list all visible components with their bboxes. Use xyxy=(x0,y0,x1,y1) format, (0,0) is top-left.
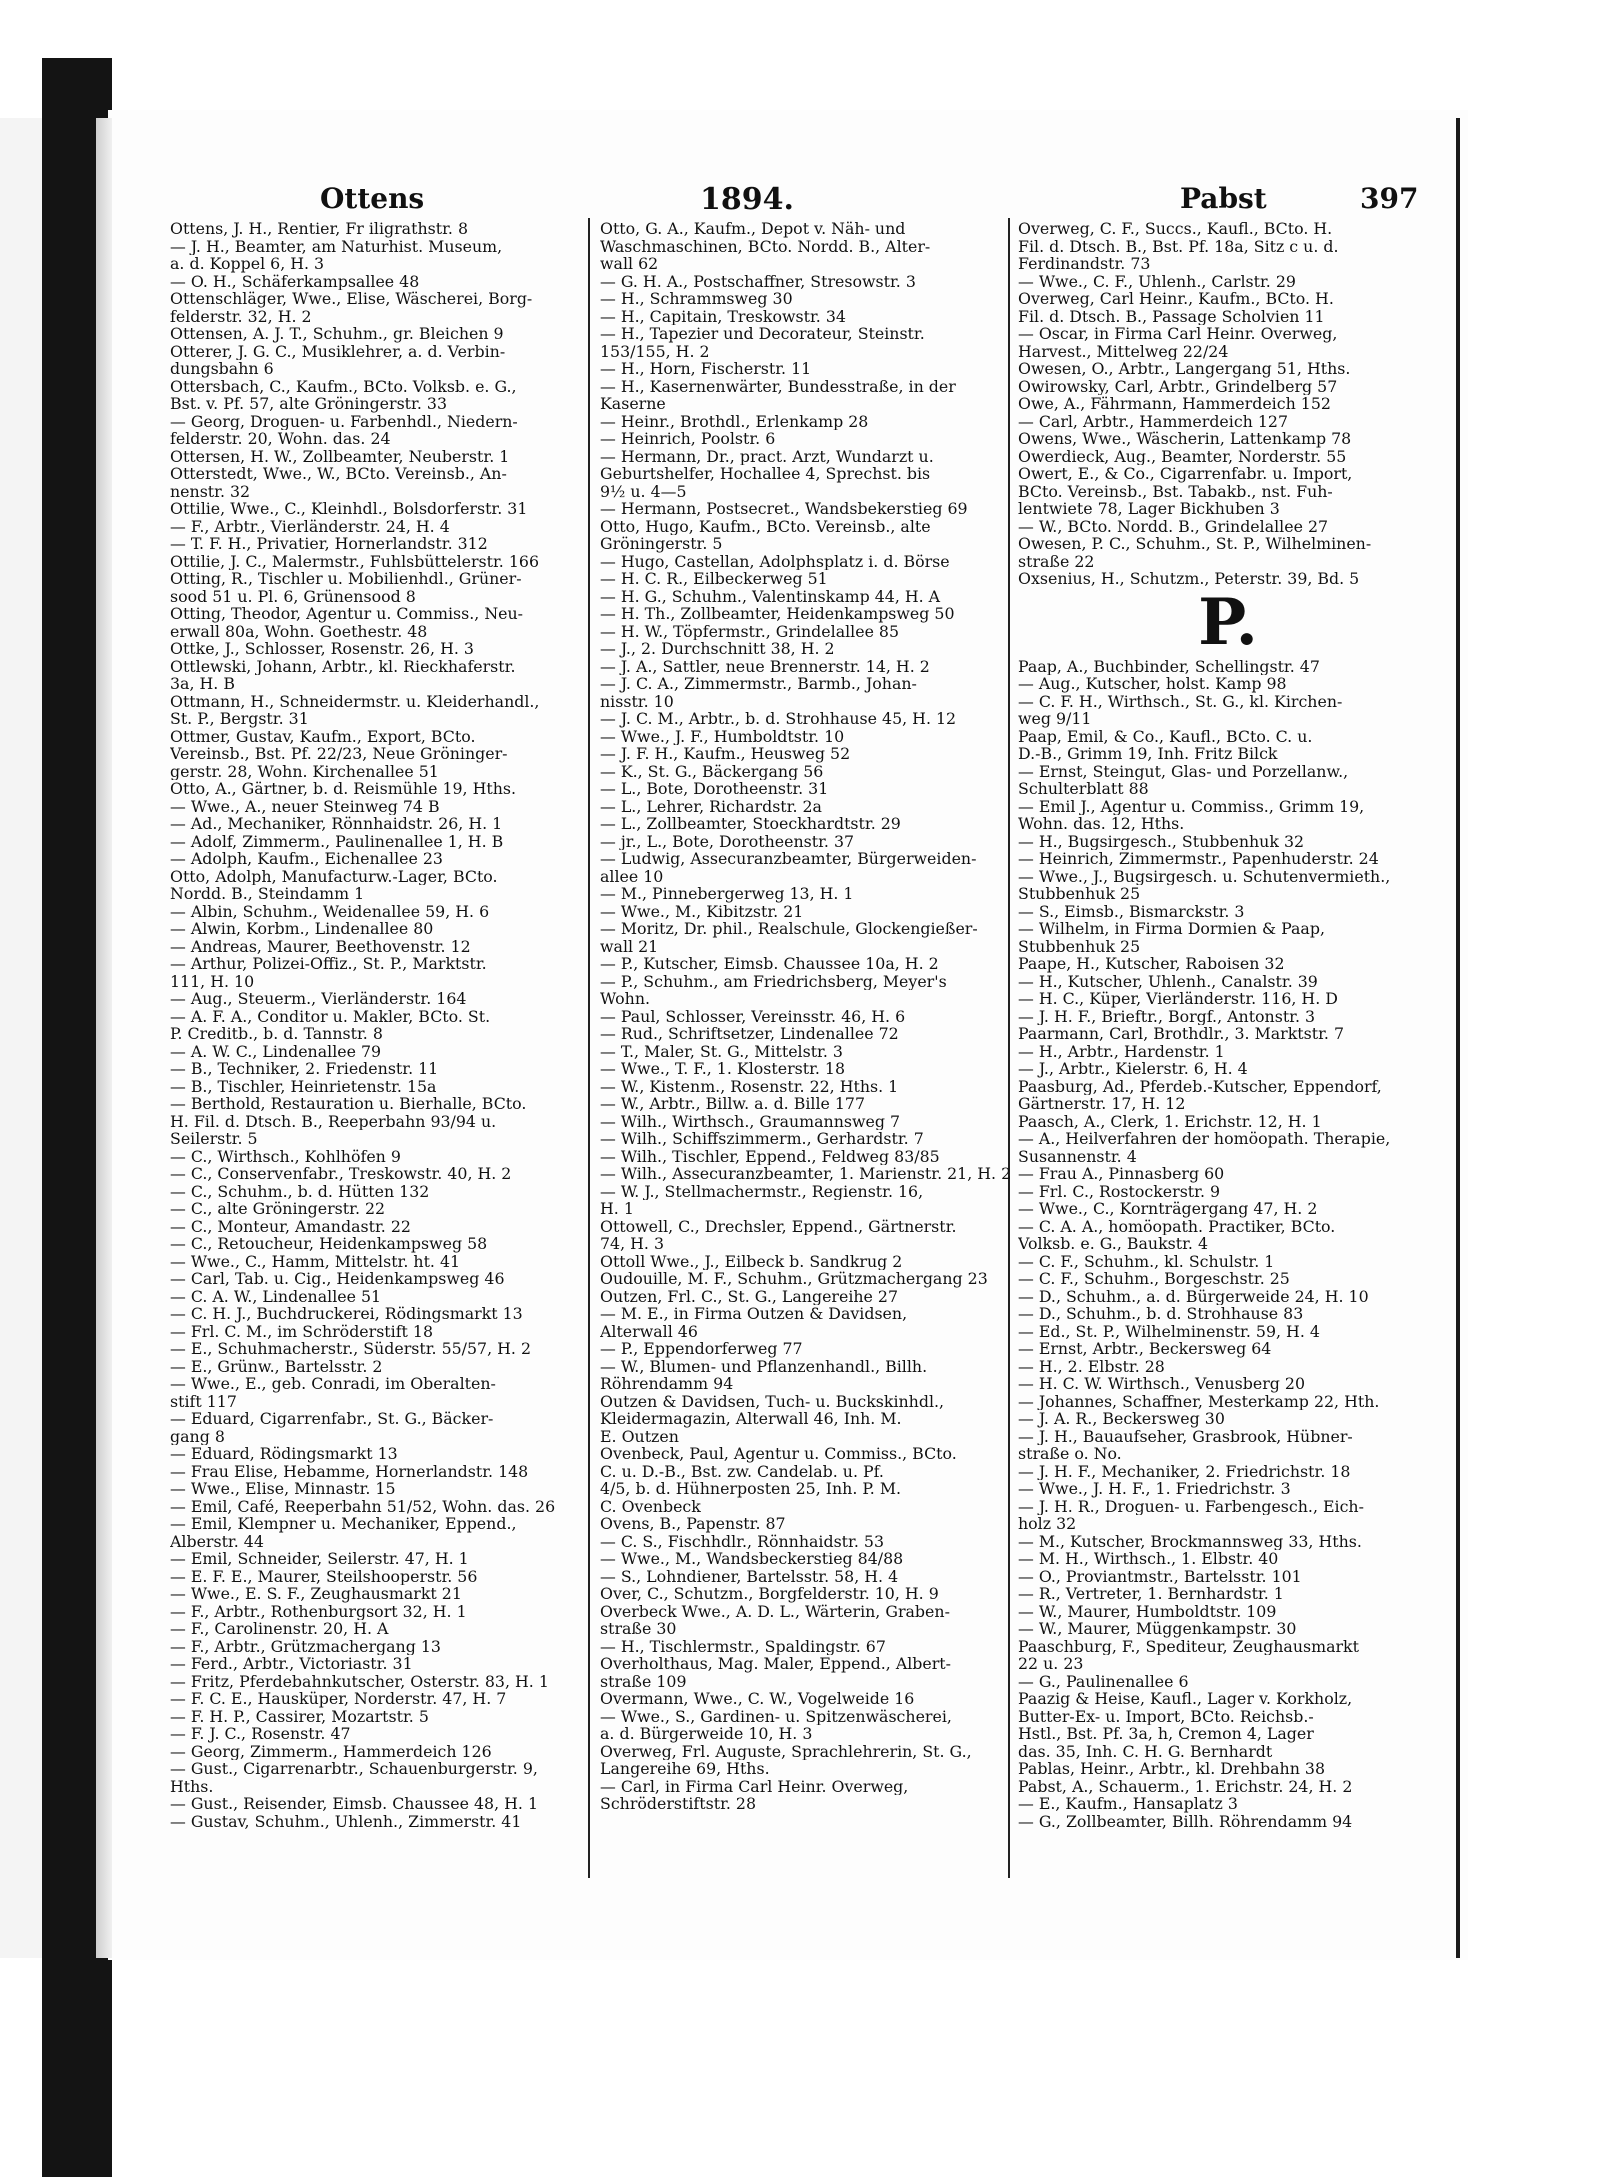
directory-entry-line: — W., Blumen- und Pflanzenhandl., Billh. xyxy=(600,1357,928,1375)
directory-entry-line: Nordd. B., Steindamm 1 xyxy=(170,885,365,903)
directory-entry-line: — Hugo, Castellan, Adolphsplatz i. d. Börse xyxy=(600,552,950,570)
page-number: 397 xyxy=(1360,182,1419,215)
directory-entry-line: — Andreas, Maurer, Beethovenstr. 12 xyxy=(170,937,471,955)
directory-entry-line: — J. A. R., Beckersweg 30 xyxy=(1018,1410,1225,1428)
directory-entry-line: — C. F., Schuhm., Borgeschstr. 25 xyxy=(1018,1270,1290,1288)
directory-entry-line: — C., Monteur, Amandastr. 22 xyxy=(170,1217,411,1235)
directory-entry-line: Otto, Hugo, Kaufm., BCto. Vereinsb., alte xyxy=(600,517,931,535)
directory-entry-line: — D., Schuhm., a. d. Bürgerweide 24, H. 10 xyxy=(1018,1287,1369,1305)
directory-entry-line: Gärtnerstr. 17, H. 12 xyxy=(1018,1095,1186,1113)
directory-entry-line: — J., Arbtr., Kielerstr. 6, H. 4 xyxy=(1018,1060,1248,1078)
directory-entry-line: — M., Kutscher, Brockmannsweg 33, Hths. xyxy=(1018,1532,1362,1550)
directory-entry-line: Ottensen, A. J. T., Schuhm., gr. Bleichen 9 xyxy=(170,325,504,343)
directory-entry-line: Fil. d. Dtsch. B., Bst. Pf. 18a, Sitz c u. d. xyxy=(1018,237,1339,255)
directory-entry-line: felderstr. 32, H. 2 xyxy=(170,307,312,325)
directory-entry-line: — Arthur, Polizei-Offiz., St. P., Marktstr. xyxy=(170,955,487,973)
directory-entry-line: wall 21 xyxy=(600,937,659,955)
directory-entry-line: — Frl. C. M., im Schröderstift 18 xyxy=(170,1322,434,1340)
directory-entry-line: — Wwe., Elise, Minnastr. 15 xyxy=(170,1480,396,1498)
directory-entry-line: stift 117 xyxy=(170,1392,237,1410)
directory-entry-line: — Ernst, Arbtr., Beckersweg 64 xyxy=(1018,1340,1272,1358)
directory-entry-line: — Eduard, Cigarrenfabr., St. G., Bäcker- xyxy=(170,1410,494,1428)
directory-entry-line: — A. W. C., Lindenallee 79 xyxy=(170,1042,382,1060)
directory-entry-line: — J. H. R., Droguen- u. Farbengesch., Eich- xyxy=(1018,1497,1364,1515)
directory-entry-line: Ottmer, Gustav, Kaufm., Export, BCto. xyxy=(170,727,476,745)
directory-entry-line: — J. H. F., Brieftr., Borgf., Antonstr. 3 xyxy=(1018,1007,1316,1025)
directory-entry-line: — F., Arbtr., Vierländerstr. 24, H. 4 xyxy=(170,517,450,535)
directory-entry-line: — Paul, Schlosser, Vereinsstr. 46, H. 6 xyxy=(600,1007,906,1025)
directory-entry-line: allee 10 xyxy=(600,867,664,885)
directory-entry-line: Schulterblatt 88 xyxy=(1018,780,1149,798)
directory-entry-line: Wohn. xyxy=(600,990,651,1008)
directory-entry-line: — P., Kutscher, Eimsb. Chaussee 10a, H. 2 xyxy=(600,955,939,973)
running-head-left: Ottens xyxy=(320,182,425,215)
directory-entry-line: — H. C. W. Wirthsch., Venusberg 20 xyxy=(1018,1375,1306,1393)
directory-entry-line: Ottens, J. H., Rentier, Fr iligrathstr. 8 xyxy=(170,220,468,238)
running-head-right: Pabst xyxy=(1180,182,1267,215)
directory-entry-line: — J. H., Bauaufseher, Grasbrook, Hübner- xyxy=(1018,1427,1353,1445)
directory-entry-line: Stubbenhuk 25 xyxy=(1018,937,1141,955)
directory-entry-line: Harvest., Mittelweg 22/24 xyxy=(1018,342,1229,360)
directory-entry-line: St. P., Bergstr. 31 xyxy=(170,710,309,728)
directory-entry-line: — Alwin, Korbm., Lindenallee 80 xyxy=(170,920,434,938)
directory-entry-line: P. xyxy=(1198,587,1258,658)
directory-entry-line: — L., Lehrer, Richardstr. 2a xyxy=(600,797,822,815)
directory-entry-line: Alberstr. 44 xyxy=(170,1532,264,1550)
directory-entry-line: 3a, H. B xyxy=(170,675,235,693)
directory-entry-line: — A. F. A., Conditor u. Makler, BCto. St. xyxy=(170,1007,491,1025)
directory-entry-line: — W., BCto. Nordd. B., Grindelallee 27 xyxy=(1018,517,1329,535)
directory-entry-line: Oxsenius, H., Schutzm., Peterstr. 39, Bd. 5 xyxy=(1018,570,1360,588)
directory-entry-line: — H., Tapezier und Decorateur, Steinstr. xyxy=(600,325,925,343)
directory-entry-line: weg 9/11 xyxy=(1018,710,1092,728)
directory-entry-line: — H., Bugsirgesch., Stubbenhuk 32 xyxy=(1018,832,1305,850)
directory-entry-line: — Gust., Cigarrenarbtr., Schauenburgerstr. 9, xyxy=(170,1760,538,1778)
directory-entry-line: Volksb. e. G., Baukstr. 4 xyxy=(1018,1235,1209,1253)
directory-entry-line: — A., Heilverfahren der homöopath. Therapie, xyxy=(1018,1130,1391,1148)
directory-entry-line: Ottmann, H., Schneidermstr. u. Kleiderhandl., xyxy=(170,692,540,710)
directory-entry-line: — C. F., Schuhm., kl. Schulstr. 1 xyxy=(1018,1252,1275,1270)
directory-entry-line: Otto, A., Gärtner, b. d. Reismühle 19, Hths. xyxy=(170,780,517,798)
directory-entry-line: Overweg, Carl Heinr., Kaufm., BCto. H. xyxy=(1018,290,1334,308)
directory-entry-line: — S., Lohndiener, Bartelsstr. 58, H. 4 xyxy=(600,1567,899,1585)
directory-entry-line: — M., Pinnebergerweg 13, H. 1 xyxy=(600,885,854,903)
directory-entry-line: — H. W., Töpfermstr., Grindelallee 85 xyxy=(600,622,900,640)
directory-entry-line: Owert, E., & Co., Cigarrenfabr. u. Import, xyxy=(1018,465,1353,483)
directory-entry-line: 153/155, H. 2 xyxy=(600,342,710,360)
directory-entry-line: Ottilie, Wwe., C., Kleinhdl., Bolsdorferstr. 31 xyxy=(170,500,528,518)
directory-entry-line: — K., St. G., Bäckergang 56 xyxy=(600,762,824,780)
directory-entry-line: — H., Kutscher, Uhlenh., Canalstr. 39 xyxy=(1018,972,1318,990)
directory-entry-line: Overweg, Frl. Auguste, Sprachlehrerin, St. G., xyxy=(600,1742,972,1760)
directory-entry-line: Ottenschläger, Wwe., Elise, Wäscherei, Borg- xyxy=(170,290,533,308)
directory-entry-line: — Adolf, Zimmerm., Paulinenallee 1, H. B xyxy=(170,832,504,850)
directory-entry-line: Hths. xyxy=(170,1777,214,1795)
directory-entry-line: — W., Maurer, Müggenkampstr. 30 xyxy=(1018,1620,1297,1638)
directory-entry-line: — Wilhelm, in Firma Dormien & Paap, xyxy=(1018,920,1325,938)
directory-entry-line: Schröderstiftstr. 28 xyxy=(600,1795,757,1813)
directory-entry-line: — Heinrich, Zimmermstr., Papenhuderstr. 24 xyxy=(1018,850,1379,868)
directory-entry-line: — P., Schuhm., am Friedrichsberg, Meyer's xyxy=(600,972,947,990)
directory-entry-line: Paape, H., Kutscher, Raboisen 32 xyxy=(1018,955,1285,973)
directory-entry-line: a. d. Koppel 6, H. 3 xyxy=(170,255,325,273)
directory-entry-line: — Aug., Steuerm., Vierländerstr. 164 xyxy=(170,990,467,1008)
directory-entry-line: — M. H., Wirthsch., 1. Elbstr. 40 xyxy=(1018,1550,1279,1568)
directory-entry-line: — Heinrich, Poolstr. 6 xyxy=(600,430,776,448)
directory-entry-line: — O., Proviantmstr., Bartelsstr. 101 xyxy=(1018,1567,1302,1585)
directory-column-2 xyxy=(600,220,1012,1813)
directory-entry-line: — Fritz, Pferdebahnkutscher, Osterstr. 83, H. 1 xyxy=(170,1672,549,1690)
directory-entry-line: — Frau Elise, Hebamme, Hornerlandstr. 148 xyxy=(170,1462,529,1480)
directory-entry-line: — L., Bote, Dorotheenstr. 31 xyxy=(600,780,829,798)
directory-entry-line: — Gust., Reisender, Eimsb. Chaussee 48, H. 1 xyxy=(170,1795,538,1813)
directory-entry-line: — H., Horn, Fischerstr. 11 xyxy=(600,360,812,378)
directory-entry-line: — L., Zollbeamter, Stoeckhardtstr. 29 xyxy=(600,815,901,833)
directory-entry-line: — C., Wirthsch., Kohlhöfen 9 xyxy=(170,1147,401,1165)
directory-entry-line: Over, C., Schutzm., Borgfelderstr. 10, H. 9 xyxy=(600,1585,939,1603)
directory-entry-line: Overweg, C. F., Succs., Kaufl., BCto. H. xyxy=(1018,220,1333,238)
directory-entry-line: Ottersen, H. W., Zollbeamter, Neuberstr. 1 xyxy=(170,447,510,465)
directory-entry-line: — F. H. P., Cassirer, Mozartstr. 5 xyxy=(170,1707,429,1725)
directory-entry-line: sood 51 u. Pl. 6, Grünensood 8 xyxy=(170,587,416,605)
directory-entry-line: lentwiete 78, Lager Bickhuben 3 xyxy=(1018,500,1280,518)
directory-entry-line: Fil. d. Dtsch. B., Passage Scholvien 11 xyxy=(1018,307,1325,325)
directory-entry-line: — C. A. W., Lindenallee 51 xyxy=(170,1287,382,1305)
directory-entry-line: — Ferd., Arbtr., Victoriastr. 31 xyxy=(170,1655,413,1673)
directory-entry-line: Ottoll Wwe., J., Eilbeck b. Sandkrug 2 xyxy=(600,1252,903,1270)
directory-entry-line: Overholthaus, Mag. Maler, Eppend., Albert- xyxy=(600,1655,951,1673)
directory-entry-line: Otting, Theodor, Agentur u. Commiss., Neu- xyxy=(170,605,523,623)
directory-entry-line: — F., Arbtr., Rothenburgsort 32, H. 1 xyxy=(170,1602,467,1620)
directory-entry-line: Owe, A., Fährmann, Hammerdeich 152 xyxy=(1018,395,1331,413)
directory-entry-line: Paap, A., Buchbinder, Schellingstr. 47 xyxy=(1018,657,1320,675)
directory-entry-line: Otterer, J. G. C., Musiklehrer, a. d. Verbin- xyxy=(170,342,506,360)
directory-entry-line: Seilerstr. 5 xyxy=(170,1130,258,1148)
directory-entry-line: felderstr. 20, Wohn. das. 24 xyxy=(170,430,391,448)
directory-entry-line: — C. S., Fischhdlr., Rönnhaidstr. 53 xyxy=(600,1532,884,1550)
directory-entry-line: Paasburg, Ad., Pferdeb.-Kutscher, Eppendorf, xyxy=(1018,1077,1382,1095)
directory-entry-line: Overbeck Wwe., A. D. L., Wärterin, Graben- xyxy=(600,1602,950,1620)
directory-entry-line: — Carl, Tab. u. Cig., Heidenkampsweg 46 xyxy=(170,1270,505,1288)
directory-entry-line: — D., Schuhm., b. d. Strohhause 83 xyxy=(1018,1305,1304,1323)
directory-entry-line: — Moritz, Dr. phil., Realschule, Glockengießer- xyxy=(600,920,978,938)
directory-entry-line: — H. C., Küper, Vierländerstr. 116, H. D xyxy=(1018,990,1338,1008)
directory-entry-line: — Ernst, Steingut, Glas- und Porzellanw., xyxy=(1018,762,1349,780)
directory-entry-line: — Georg, Droguen- u. Farbenhdl., Niedern- xyxy=(170,412,518,430)
directory-entry-line: — Wilh., Wirthsch., Graumannsweg 7 xyxy=(600,1112,901,1130)
directory-entry-line: Owerdieck, Aug., Beamter, Norderstr. 55 xyxy=(1018,447,1347,465)
directory-entry-line: Langereihe 69, Hths. xyxy=(600,1760,770,1778)
directory-entry-line: Owens, Wwe., Wäscherin, Lattenkamp 78 xyxy=(1018,430,1352,448)
directory-entry-line: — Wwe., C., Hamm, Mittelstr. ht. 41 xyxy=(170,1252,461,1270)
directory-entry-line: straße 30 xyxy=(600,1620,677,1638)
directory-entry-line: Röhrendamm 94 xyxy=(600,1375,734,1393)
directory-entry-line: — Ad., Mechaniker, Rönnhaidstr. 26, H. 1 xyxy=(170,815,503,833)
directory-entry-line: — Emil, Klempner u. Mechaniker, Eppend., xyxy=(170,1515,517,1533)
directory-entry-line: Otto, G. A., Kaufm., Depot v. Näh- und xyxy=(600,220,906,238)
directory-entry-line: — Emil, Café, Reeperbahn 51/52, Wohn. das. 26 xyxy=(170,1497,556,1515)
directory-entry-line: — Rud., Schriftsetzer, Lindenallee 72 xyxy=(600,1025,899,1043)
directory-entry-line: H. 1 xyxy=(600,1200,634,1218)
directory-entry-line: Pablas, Heinr., Arbtr., kl. Drehbahn 38 xyxy=(1018,1760,1326,1778)
directory-entry-line: — C., Conservenfabr., Treskowstr. 40, H. 2 xyxy=(170,1165,512,1183)
directory-entry-line: — Wilh., Schiffszimmerm., Gerhardstr. 7 xyxy=(600,1130,924,1148)
directory-entry-line: Wohn. das. 12, Hths. xyxy=(1018,815,1185,833)
directory-entry-line: 4/5, b. d. Hühnerposten 25, Inh. P. M. xyxy=(600,1480,902,1498)
directory-entry-line: — G., Paulinenallee 6 xyxy=(1018,1672,1189,1690)
directory-entry-line: E. Outzen xyxy=(600,1427,679,1445)
directory-entry-line: wall 62 xyxy=(600,255,659,273)
directory-entry-line: — Hermann, Postsecret., Wandsbekerstieg 69 xyxy=(600,500,968,518)
directory-entry-line: — F. J. C., Rosenstr. 47 xyxy=(170,1725,351,1743)
directory-entry-line: Otterstedt, Wwe., W., BCto. Vereinsb., An- xyxy=(170,465,507,483)
directory-entry-line: — O. H., Schäferkampsallee 48 xyxy=(170,272,420,290)
directory-entry-line: Ottke, J., Schlosser, Rosenstr. 26, H. 3 xyxy=(170,640,474,658)
directory-entry-line: straße 22 xyxy=(1018,552,1095,570)
directory-entry-line: — T. F. H., Privatier, Hornerlandstr. 312 xyxy=(170,535,488,553)
directory-entry-line: — Adolph, Kaufm., Eichenallee 23 xyxy=(170,850,443,868)
directory-entry-line: Alterwall 46 xyxy=(600,1322,698,1340)
directory-entry-line: Outzen & Davidsen, Tuch- u. Buckskinhdl., xyxy=(600,1392,945,1410)
directory-entry-line: — E., Schuhmacherstr., Süderstr. 55/57, H. 2 xyxy=(170,1340,532,1358)
directory-entry-line: — Wwe., M., Wandsbeckerstieg 84/88 xyxy=(600,1550,904,1568)
directory-entry-line: Paazig & Heise, Kaufl., Lager v. Korkholz, xyxy=(1018,1690,1353,1708)
page-gutter xyxy=(96,118,112,1958)
directory-entry-line: — B., Tischler, Heinrietenstr. 15a xyxy=(170,1077,437,1095)
directory-entry-line: Ottowell, C., Drechsler, Eppend., Gärtnerstr. xyxy=(600,1217,957,1235)
directory-entry-line: — H. C. R., Eilbeckerweg 51 xyxy=(600,570,828,588)
directory-entry-line: — Wwe., E. S. F., Zeughausmarkt 21 xyxy=(170,1585,462,1603)
directory-entry-line: straße 109 xyxy=(600,1672,687,1690)
directory-entry-line: erwall 80a, Wohn. Goethestr. 48 xyxy=(170,622,428,640)
directory-entry-line: — Wwe., T. F., 1. Klosterstr. 18 xyxy=(600,1060,846,1078)
directory-entry-line: — M. E., in Firma Outzen & Davidsen, xyxy=(600,1305,908,1323)
directory-entry-line: Gröningerstr. 5 xyxy=(600,535,723,553)
directory-entry-line: Paarmann, Carl, Brothdlr., 3. Marktstr. 7 xyxy=(1018,1025,1345,1043)
directory-entry-line: Otting, R., Tischler u. Mobilienhdl., Grüner- xyxy=(170,570,522,588)
directory-entry-line: D.-B., Grimm 19, Inh. Fritz Bilck xyxy=(1018,745,1278,763)
directory-entry-line: Ferdinandstr. 73 xyxy=(1018,255,1151,273)
directory-entry-line: — C., Schuhm., b. d. Hütten 132 xyxy=(170,1182,430,1200)
directory-entry-line: — Emil, Schneider, Seilerstr. 47, H. 1 xyxy=(170,1550,469,1568)
directory-entry-line: — Wilh., Assecuranzbeamter, 1. Marienstr. 21, H. 2 xyxy=(600,1165,1012,1183)
directory-entry-line: — Wwe., M., Kibitzstr. 21 xyxy=(600,902,804,920)
directory-entry-line: — Carl, in Firma Carl Heinr. Overweg, xyxy=(600,1777,909,1795)
directory-entry-line: — P., Eppendorferweg 77 xyxy=(600,1340,803,1358)
directory-entry-line: — Aug., Kutscher, holst. Kamp 98 xyxy=(1018,675,1287,693)
directory-entry-line: Kleidermagazin, Alterwall 46, Inh. M. xyxy=(600,1410,902,1428)
directory-entry-line: Geburtshelfer, Hochallee 4, Sprechst. bis xyxy=(600,465,931,483)
directory-entry-line: — Wwe., C., Kornträgergang 47, H. 2 xyxy=(1018,1200,1318,1218)
directory-entry-line: — W., Maurer, Humboldtstr. 109 xyxy=(1018,1602,1277,1620)
directory-entry-line: Ottilie, J. C., Malermstr., Fuhlsbüttelerstr. 166 xyxy=(170,552,540,570)
directory-entry-line: — W., Kistenm., Rosenstr. 22, Hths. 1 xyxy=(600,1077,899,1095)
directory-entry-line: — Wilh., Tischler, Eppend., Feldweg 83/85 xyxy=(600,1147,940,1165)
directory-entry-line: — H. G., Schuhm., Valentinskamp 44, H. A xyxy=(600,587,941,605)
directory-entry-line: — H., 2. Elbstr. 28 xyxy=(1018,1357,1165,1375)
directory-entry-line: H. Fil. d. Dtsch. B., Reeperbahn 93/94 u. xyxy=(170,1112,497,1130)
directory-entry-line: — Heinr., Brothdl., Erlenkamp 28 xyxy=(600,412,869,430)
directory-entry-line: — B., Techniker, 2. Friedenstr. 11 xyxy=(170,1060,439,1078)
directory-entry-line: Owesen, P. C., Schuhm., St. P., Wilhelminen- xyxy=(1018,535,1372,553)
directory-entry-line: — Johannes, Schaffner, Mesterkamp 22, Hth. xyxy=(1018,1392,1380,1410)
directory-entry-line: — Carl, Arbtr., Hammerdeich 127 xyxy=(1018,412,1289,430)
directory-entry-line: — Albin, Schuhm., Weidenallee 59, H. 6 xyxy=(170,902,490,920)
directory-entry-line: — G., Zollbeamter, Billh. Röhrendamm 94 xyxy=(1018,1812,1353,1830)
directory-entry-line: — H. Th., Zollbeamter, Heidenkampsweg 50 xyxy=(600,605,955,623)
directory-entry-line: Owesen, O., Arbtr., Langergang 51, Hths. xyxy=(1018,360,1351,378)
directory-entry-line: — H., Kasernenwärter, Bundesstraße, in der xyxy=(600,377,956,395)
directory-entry-line: — J. C. A., Zimmermstr., Barmb., Johan- xyxy=(600,675,917,693)
directory-column-3 xyxy=(1018,220,1438,1830)
directory-entry-line: — E., Kaufm., Hansaplatz 3 xyxy=(1018,1795,1238,1813)
directory-entry-line: C. u. D.-B., Bst. zw. Candelab. u. Pf. xyxy=(600,1462,884,1480)
directory-entry-line: Oudouille, M. F., Schuhm., Grützmachergang 23 xyxy=(600,1270,988,1288)
directory-entry-line: — Georg, Zimmerm., Hammerdeich 126 xyxy=(170,1742,492,1760)
directory-entry-line: — C. A. A., homöopath. Practiker, BCto. xyxy=(1018,1217,1336,1235)
directory-entry-line: — Eduard, Rödingsmarkt 13 xyxy=(170,1445,398,1463)
directory-entry-line: Pabst, A., Schauerm., 1. Erichstr. 24, H. 2 xyxy=(1018,1777,1353,1795)
directory-entry-line: C. Ovenbeck xyxy=(600,1497,701,1515)
directory-entry-line: — Wwe., E., geb. Conradi, im Oberalten- xyxy=(170,1375,496,1393)
directory-entry-line: — Wwe., J. H. F., 1. Friedrichstr. 3 xyxy=(1018,1480,1291,1498)
directory-entry-line: Hstl., Bst. Pf. 3a, h, Cremon 4, Lager xyxy=(1018,1725,1314,1743)
directory-entry-line: — Berthold, Restauration u. Bierhalle, BCto. xyxy=(170,1095,527,1113)
directory-entry-line: — Frl. C., Rostockerstr. 9 xyxy=(1018,1182,1221,1200)
directory-entry-line: — H., Schrammsweg 30 xyxy=(600,290,793,308)
directory-entry-line: — Wwe., A., neuer Steinweg 74 B xyxy=(170,797,440,815)
directory-entry-line: — F., Carolinenstr. 20, H. A xyxy=(170,1620,389,1638)
directory-entry-line: — H., Capitain, Treskowstr. 34 xyxy=(600,307,846,325)
directory-entry-line: BCto. Vereinsb., Bst. Tabakb., nst. Fuh- xyxy=(1018,482,1333,500)
directory-entry-line: Bst. v. Pf. 57, alte Gröningerstr. 33 xyxy=(170,395,447,413)
directory-entry-line: — Frau A., Pinnasberg 60 xyxy=(1018,1165,1225,1183)
column-rule xyxy=(588,218,590,1878)
directory-entry-line: Kaserne xyxy=(600,395,666,413)
directory-entry-line: Outzen, Frl. C., St. G., Langereihe 27 xyxy=(600,1287,899,1305)
directory-entry-line: — E. F. E., Maurer, Steilshooperstr. 56 xyxy=(170,1567,478,1585)
directory-column-1 xyxy=(170,220,582,1830)
directory-entry-line: — Wwe., C. F., Uhlenh., Carlstr. 29 xyxy=(1018,272,1296,290)
directory-entry-line: Waschmaschinen, BCto. Nordd. B., Alter- xyxy=(600,237,931,255)
directory-entry-line: Stubbenhuk 25 xyxy=(1018,885,1141,903)
directory-entry-line: Paasch, A., Clerk, 1. Erichstr. 12, H. 1 xyxy=(1018,1112,1322,1130)
directory-entry-line: gang 8 xyxy=(170,1427,225,1445)
directory-entry-line: Ottlewski, Johann, Arbtr., kl. Rieckhaferstr. xyxy=(170,657,516,675)
directory-entry-line: 111, H. 10 xyxy=(170,972,255,990)
directory-entry-line: — J. H. F., Mechaniker, 2. Friedrichstr. 18 xyxy=(1018,1462,1351,1480)
directory-entry-line: nenstr. 32 xyxy=(170,482,251,500)
directory-entry-line: — Wwe., S., Gardinen- u. Spitzenwäscherei, xyxy=(600,1707,952,1725)
directory-entry-line: — J. A., Sattler, neue Brennerstr. 14, H. 2 xyxy=(600,657,930,675)
directory-entry-line: Owirowsky, Carl, Arbtr., Grindelberg 57 xyxy=(1018,377,1338,395)
directory-entry-line: — H., Arbtr., Hardenstr. 1 xyxy=(1018,1042,1225,1060)
directory-entry-line: — Hermann, Dr., pract. Arzt, Wundarzt u. xyxy=(600,447,934,465)
directory-entry-line: — Ludwig, Assecuranzbeamter, Bürgerweiden- xyxy=(600,850,977,868)
directory-entry-line: 22 u. 23 xyxy=(1018,1655,1084,1673)
directory-entry-line: das. 35, Inh. C. H. G. Bernhardt xyxy=(1018,1742,1273,1760)
directory-entry-line: a. d. Bürgerweide 10, H. 3 xyxy=(600,1725,813,1743)
directory-entry-line: — Oscar, in Firma Carl Heinr. Overweg, xyxy=(1018,325,1338,343)
directory-entry-line: — Wwe., J. F., Humboldtstr. 10 xyxy=(600,727,845,745)
directory-entry-line: — T., Maler, St. G., Mittelstr. 3 xyxy=(600,1042,843,1060)
directory-entry-line: Ovens, B., Papenstr. 87 xyxy=(600,1515,786,1533)
directory-entry-line: — H., Tischlermstr., Spaldingstr. 67 xyxy=(600,1637,886,1655)
directory-entry-line: — Emil J., Agentur u. Commiss., Grimm 19, xyxy=(1018,797,1365,815)
directory-entry-line: — C. F. H., Wirthsch., St. G., kl. Kirchen- xyxy=(1018,692,1343,710)
directory-entry-line: — J. H., Beamter, am Naturhist. Museum, xyxy=(170,237,503,255)
directory-entry-line: — J. C. M., Arbtr., b. d. Strohhause 45, H. 12 xyxy=(600,710,957,728)
directory-entry-line: — Wwe., J., Bugsirgesch. u. Schutenvermieth., xyxy=(1018,867,1391,885)
directory-entry-line: dungsbahn 6 xyxy=(170,360,274,378)
directory-entry-line: — C. H. J., Buchdruckerei, Rödingsmarkt 13 xyxy=(170,1305,523,1323)
directory-entry-line: — J., 2. Durchschnitt 38, H. 2 xyxy=(600,640,835,658)
directory-entry-line: Vereinsb., Bst. Pf. 22/23, Neue Gröninger- xyxy=(170,745,508,763)
directory-entry-line: — C., alte Gröningerstr. 22 xyxy=(170,1200,386,1218)
directory-entry-line: — E., Grünw., Bartelsstr. 2 xyxy=(170,1357,383,1375)
directory-entry-line: — J. F. H., Kaufm., Heusweg 52 xyxy=(600,745,851,763)
directory-entry-line: 9½ u. 4—5 xyxy=(600,482,687,500)
directory-entry-line: holz 32 xyxy=(1018,1515,1077,1533)
directory-entry-line: — jr., L., Bote, Dorotheenstr. 37 xyxy=(600,832,855,850)
directory-entry-line: — W., Arbtr., Billw. a. d. Bille 177 xyxy=(600,1095,866,1113)
directory-entry-line: gerstr. 28, Wohn. Kirchenallee 51 xyxy=(170,762,439,780)
directory-entry-line: — G. H. A., Postschaffner, Stresowstr. 3 xyxy=(600,272,916,290)
page-edge xyxy=(1456,118,1460,1958)
directory-entry-line: Paap, Emil, & Co., Kaufl., BCto. C. u. xyxy=(1018,727,1313,745)
directory-entry-line: — F., Arbtr., Grützmachergang 13 xyxy=(170,1637,441,1655)
directory-entry-line: — C., Retoucheur, Heidenkampsweg 58 xyxy=(170,1235,488,1253)
directory-entry-line: — F. C. E., Hausküper, Norderstr. 47, H. 7 xyxy=(170,1690,507,1708)
directory-entry-line: 74, H. 3 xyxy=(600,1235,665,1253)
directory-entry-line: P. Creditb., b. d. Tannstr. 8 xyxy=(170,1025,383,1043)
directory-entry-line: Otto, Adolph, Manufacturw.-Lager, BCto. xyxy=(170,867,498,885)
directory-entry-line: Paaschburg, F., Spediteur, Zeughausmarkt xyxy=(1018,1637,1359,1655)
directory-entry-line: — S., Eimsb., Bismarckstr. 3 xyxy=(1018,902,1245,920)
directory-entry-line: — Gustav, Schuhm., Uhlenh., Zimmerstr. 41 xyxy=(170,1812,522,1830)
directory-entry-line: — R., Vertreter, 1. Bernhardstr. 1 xyxy=(1018,1585,1284,1603)
directory-entry-line: Butter-Ex- u. Import, BCto. Reichsb.- xyxy=(1018,1707,1314,1725)
directory-entry-line: nisstr. 10 xyxy=(600,692,674,710)
directory-entry-line: — Ed., St. P., Wilhelminenstr. 59, H. 4 xyxy=(1018,1322,1320,1340)
directory-entry-line: Overmann, Wwe., C. W., Vogelweide 16 xyxy=(600,1690,915,1708)
directory-entry-line: Ovenbeck, Paul, Agentur u. Commiss., BCto. xyxy=(600,1445,957,1463)
directory-entry-line: straße o. No. xyxy=(1018,1445,1122,1463)
directory-entry-line: — W. J., Stellmachermstr., Regienstr. 16, xyxy=(600,1182,924,1200)
running-head-year: 1894. xyxy=(700,182,794,217)
directory-entry-line: Susannenstr. 4 xyxy=(1018,1147,1137,1165)
directory-entry-line: Ottersbach, C., Kaufm., BCto. Volksb. e. G., xyxy=(170,377,517,395)
